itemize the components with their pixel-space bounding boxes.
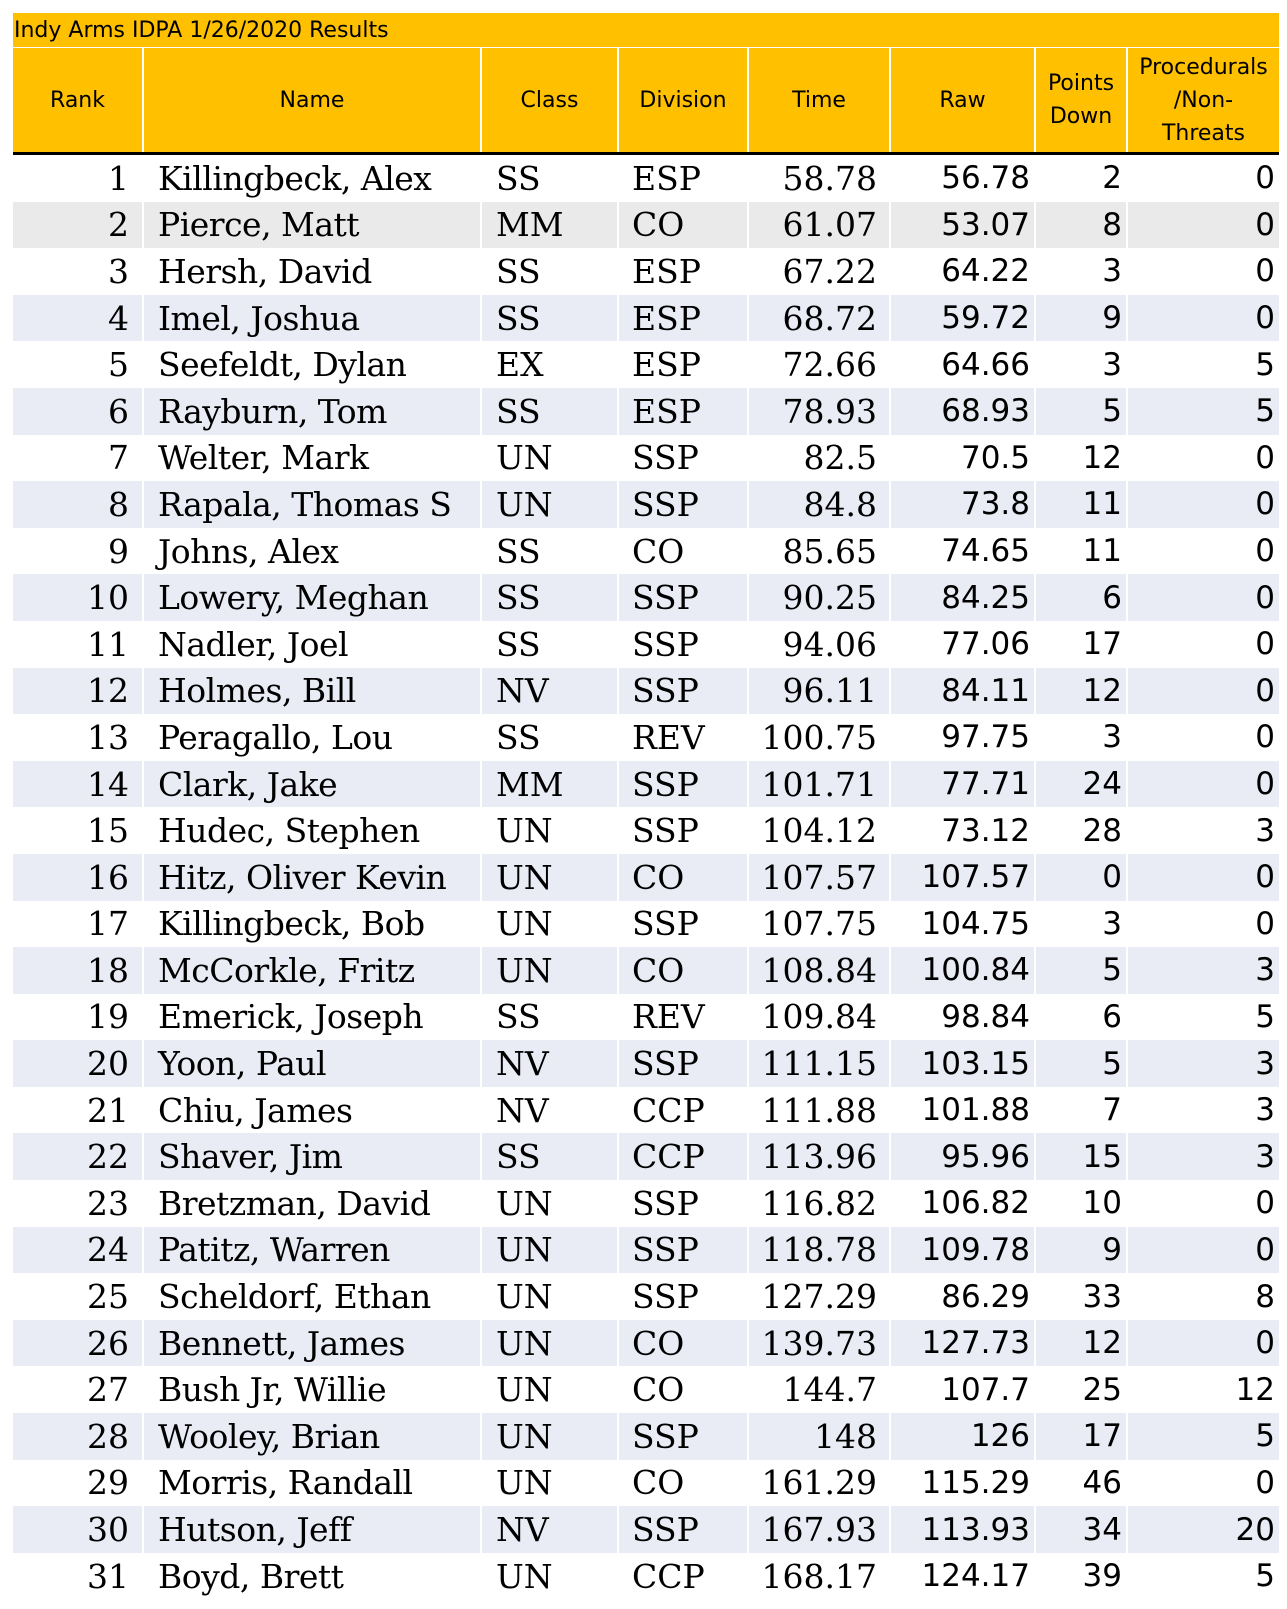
cell-raw[interactable]: 115.29 [891, 1460, 1036, 1507]
cell-division[interactable]: CO [619, 1460, 749, 1507]
table-row[interactable] [13, 1553, 1279, 1600]
cell-name[interactable]: Yoon, Paul [144, 1040, 482, 1087]
cell-name[interactable]: Hitz, Oliver Kevin [144, 854, 482, 901]
cell-name[interactable]: Hersh, David [144, 248, 482, 295]
table-row[interactable] [13, 994, 1279, 1041]
cell-rank[interactable]: 26 [13, 1320, 144, 1367]
cell-class[interactable]: MM [482, 761, 619, 808]
sheet-title: Indy Arms IDPA 1/26/2020 Results [13, 13, 1279, 48]
cell-class[interactable]: NV [482, 668, 619, 715]
cell-class[interactable]: SS [482, 528, 619, 575]
cell-points-down[interactable]: 3 [1036, 714, 1128, 761]
table-row[interactable] [13, 854, 1279, 901]
cell-procedurals[interactable]: 3 [1255, 1092, 1275, 1129]
cell-name[interactable]: McCorkle, Fritz [144, 947, 482, 994]
cell-name[interactable]: Imel, Joshua [144, 295, 482, 342]
cell-raw[interactable]: 126 [891, 1413, 1036, 1460]
cell-rank[interactable]: 10 [13, 574, 144, 621]
cell-time[interactable]: 82.5 [749, 435, 891, 482]
table-row[interactable] [13, 1460, 1279, 1507]
cell-points-down[interactable]: 6 [1036, 574, 1128, 621]
cell-procedurals[interactable]: 3 [1255, 1045, 1275, 1082]
table-row[interactable] [13, 1320, 1279, 1367]
cell-time[interactable]: 127.29 [749, 1273, 891, 1320]
cell-raw[interactable]: 97.75 [891, 714, 1036, 761]
cell-name[interactable]: Patitz, Warren [144, 1227, 482, 1274]
cell-points-down[interactable]: 12 [1036, 668, 1128, 715]
cell-class[interactable]: UN [482, 1553, 619, 1600]
cell-points-down[interactable]: 0 [1036, 854, 1128, 901]
cell-points-down[interactable]: 34 [1036, 1506, 1128, 1553]
table-row[interactable] [13, 388, 1279, 435]
cell-division[interactable]: SSP [619, 807, 749, 854]
cell-class[interactable]: UN [482, 1320, 619, 1367]
header-rank[interactable]: Rank [13, 48, 144, 152]
cell-procedurals[interactable]: 0 [1255, 579, 1275, 616]
cell-time[interactable]: 116.82 [749, 1180, 891, 1227]
table-row[interactable] [13, 1366, 1279, 1413]
cell-class[interactable]: SS [482, 155, 619, 202]
cell-time[interactable]: 168.17 [749, 1553, 891, 1600]
cell-class[interactable]: SS [482, 574, 619, 621]
table-row[interactable] [13, 668, 1279, 715]
cell-time[interactable]: 68.72 [749, 295, 891, 342]
cell-procedurals[interactable]: 0 [1255, 300, 1275, 337]
header-raw[interactable]: Raw [891, 48, 1036, 152]
cell-points-down[interactable]: 11 [1036, 528, 1128, 575]
cell-raw[interactable]: 95.96 [891, 1133, 1036, 1180]
cell-division[interactable]: CO [619, 854, 749, 901]
cell-name[interactable]: Clark, Jake [144, 761, 482, 808]
cell-procedurals[interactable]: 0 [1255, 160, 1275, 197]
cell-name[interactable]: Welter, Mark [144, 435, 482, 482]
cell-procedurals[interactable]: 0 [1255, 905, 1275, 942]
cell-class[interactable]: SS [482, 714, 619, 761]
cell-procedurals[interactable]: 5 [1255, 1558, 1275, 1595]
cell-procedurals[interactable]: 3 [1255, 952, 1275, 989]
table-row[interactable] [13, 621, 1279, 668]
cell-time[interactable]: 167.93 [749, 1506, 891, 1553]
cell-class[interactable]: EX [482, 341, 619, 388]
cell-name[interactable]: Bush Jr, Willie [144, 1366, 482, 1413]
cell-name[interactable]: Morris, Randall [144, 1460, 482, 1507]
cell-points-down[interactable]: 9 [1036, 1227, 1128, 1274]
cell-class[interactable]: UN [482, 1180, 619, 1227]
cell-time[interactable]: 101.71 [749, 761, 891, 808]
cell-time[interactable]: 100.75 [749, 714, 891, 761]
cell-rank[interactable]: 16 [13, 854, 144, 901]
cell-name[interactable]: Emerick, Joseph [144, 994, 482, 1041]
cell-procedurals[interactable]: 5 [1255, 998, 1275, 1035]
cell-raw[interactable]: 56.78 [891, 155, 1036, 202]
cell-time[interactable]: 108.84 [749, 947, 891, 994]
cell-raw[interactable]: 98.84 [891, 994, 1036, 1041]
cell-procedurals[interactable]: 0 [1255, 1464, 1275, 1501]
cell-time[interactable]: 90.25 [749, 574, 891, 621]
cell-name[interactable]: Shaver, Jim [144, 1133, 482, 1180]
cell-points-down[interactable]: 6 [1036, 994, 1128, 1041]
cell-raw[interactable]: 104.75 [891, 901, 1036, 948]
cell-points-down[interactable]: 5 [1036, 947, 1128, 994]
cell-rank[interactable]: 15 [13, 807, 144, 854]
cell-time[interactable]: 118.78 [749, 1227, 891, 1274]
cell-rank[interactable]: 2 [13, 202, 144, 249]
table-row[interactable] [13, 295, 1279, 342]
cell-rank[interactable]: 3 [13, 248, 144, 295]
table-row[interactable] [13, 1413, 1279, 1460]
cell-class[interactable]: SS [482, 248, 619, 295]
cell-points-down[interactable]: 24 [1036, 761, 1128, 808]
cell-raw[interactable]: 127.73 [891, 1320, 1036, 1367]
cell-raw[interactable]: 100.84 [891, 947, 1036, 994]
cell-points-down[interactable]: 8 [1036, 202, 1128, 249]
cell-time[interactable]: 94.06 [749, 621, 891, 668]
cell-raw[interactable]: 68.93 [891, 388, 1036, 435]
cell-time[interactable]: 61.07 [749, 202, 891, 249]
cell-class[interactable]: MM [482, 202, 619, 249]
table-row[interactable] [13, 528, 1279, 575]
cell-rank[interactable]: 30 [13, 1506, 144, 1553]
table-row[interactable] [13, 248, 1279, 295]
cell-time[interactable]: 107.57 [749, 854, 891, 901]
cell-rank[interactable]: 24 [13, 1227, 144, 1274]
cell-class[interactable]: SS [482, 295, 619, 342]
cell-division[interactable]: SSP [619, 1227, 749, 1274]
table-row[interactable] [13, 202, 1279, 249]
cell-class[interactable]: UN [482, 481, 619, 528]
cell-raw[interactable]: 103.15 [891, 1040, 1036, 1087]
cell-points-down[interactable]: 5 [1036, 1040, 1128, 1087]
cell-name[interactable]: Chiu, James [144, 1087, 482, 1134]
table-row[interactable] [13, 1506, 1279, 1553]
cell-raw[interactable]: 101.88 [891, 1087, 1036, 1134]
cell-procedurals[interactable]: 0 [1255, 439, 1275, 476]
cell-division[interactable]: ESP [619, 248, 749, 295]
cell-rank[interactable]: 22 [13, 1133, 144, 1180]
cell-division[interactable]: SSP [619, 1506, 749, 1553]
cell-procedurals[interactable]: 3 [1255, 812, 1275, 849]
header-name[interactable]: Name [144, 48, 482, 152]
cell-division[interactable]: CO [619, 202, 749, 249]
cell-class[interactable]: UN [482, 1227, 619, 1274]
cell-name[interactable]: Lowery, Meghan [144, 574, 482, 621]
table-row[interactable] [13, 155, 1279, 202]
cell-name[interactable]: Pierce, Matt [144, 202, 482, 249]
cell-raw[interactable]: 113.93 [891, 1506, 1036, 1553]
cell-raw[interactable]: 106.82 [891, 1180, 1036, 1227]
cell-division[interactable]: SSP [619, 761, 749, 808]
cell-division[interactable]: SSP [619, 481, 749, 528]
cell-points-down[interactable]: 11 [1036, 481, 1128, 528]
cell-raw[interactable]: 73.8 [891, 481, 1036, 528]
cell-points-down[interactable]: 28 [1036, 807, 1128, 854]
cell-raw[interactable]: 74.65 [891, 528, 1036, 575]
cell-procedurals[interactable]: 0 [1255, 719, 1275, 756]
table-row[interactable] [13, 481, 1279, 528]
cell-time[interactable]: 96.11 [749, 668, 891, 715]
cell-raw[interactable]: 124.17 [891, 1553, 1036, 1600]
cell-points-down[interactable]: 5 [1036, 388, 1128, 435]
cell-division[interactable]: CO [619, 1320, 749, 1367]
cell-raw[interactable]: 86.29 [891, 1273, 1036, 1320]
table-row[interactable] [13, 901, 1279, 948]
cell-procedurals[interactable]: 0 [1255, 859, 1275, 896]
cell-rank[interactable]: 14 [13, 761, 144, 808]
cell-name[interactable]: Hutson, Jeff [144, 1506, 482, 1553]
cell-class[interactable]: SS [482, 388, 619, 435]
table-row[interactable] [13, 574, 1279, 621]
cell-rank[interactable]: 9 [13, 528, 144, 575]
cell-rank[interactable]: 17 [13, 901, 144, 948]
cell-division[interactable]: ESP [619, 295, 749, 342]
cell-division[interactable]: REV [619, 994, 749, 1041]
cell-name[interactable]: Bretzman, David [144, 1180, 482, 1227]
cell-raw[interactable]: 84.25 [891, 574, 1036, 621]
cell-division[interactable]: SSP [619, 1040, 749, 1087]
cell-time[interactable]: 84.8 [749, 481, 891, 528]
table-row[interactable] [13, 1273, 1279, 1320]
table-row[interactable] [13, 1180, 1279, 1227]
cell-name[interactable]: Nadler, Joel [144, 621, 482, 668]
cell-division[interactable]: CO [619, 1366, 749, 1413]
cell-time[interactable]: 107.75 [749, 901, 891, 948]
cell-points-down[interactable]: 17 [1036, 1413, 1128, 1460]
table-row[interactable] [13, 714, 1279, 761]
cell-time[interactable]: 72.66 [749, 341, 891, 388]
cell-time[interactable]: 148 [749, 1413, 891, 1460]
cell-rank[interactable]: 19 [13, 994, 144, 1041]
cell-points-down[interactable]: 2 [1036, 155, 1128, 202]
cell-class[interactable]: SS [482, 621, 619, 668]
table-row[interactable] [13, 947, 1279, 994]
header-class[interactable]: Class [482, 48, 619, 152]
cell-raw[interactable]: 64.66 [891, 341, 1036, 388]
cell-time[interactable]: 161.29 [749, 1460, 891, 1507]
cell-division[interactable]: SSP [619, 668, 749, 715]
cell-division[interactable]: SSP [619, 901, 749, 948]
cell-name[interactable]: Seefeldt, Dylan [144, 341, 482, 388]
cell-division[interactable]: REV [619, 714, 749, 761]
table-row[interactable] [13, 1227, 1279, 1274]
table-row[interactable] [13, 761, 1279, 808]
cell-raw[interactable]: 77.71 [891, 761, 1036, 808]
cell-raw[interactable]: 70.5 [891, 435, 1036, 482]
cell-division[interactable]: ESP [619, 341, 749, 388]
cell-division[interactable]: SSP [619, 621, 749, 668]
cell-class[interactable]: UN [482, 947, 619, 994]
cell-class[interactable]: UN [482, 1413, 619, 1460]
cell-rank[interactable]: 13 [13, 714, 144, 761]
cell-procedurals[interactable]: 0 [1255, 533, 1275, 570]
cell-class[interactable]: UN [482, 435, 619, 482]
cell-class[interactable]: SS [482, 994, 619, 1041]
cell-points-down[interactable]: 12 [1036, 1320, 1128, 1367]
cell-raw[interactable]: 73.12 [891, 807, 1036, 854]
cell-division[interactable]: CCP [619, 1087, 749, 1134]
cell-division[interactable]: CO [619, 947, 749, 994]
cell-name[interactable]: Peragallo, Lou [144, 714, 482, 761]
cell-name[interactable]: Boyd, Brett [144, 1553, 482, 1600]
cell-raw[interactable]: 84.11 [891, 668, 1036, 715]
header-procedurals[interactable]: Procedurals /Non- Threats [1139, 54, 1268, 146]
cell-points-down[interactable]: 33 [1036, 1273, 1128, 1320]
cell-procedurals[interactable]: 0 [1255, 626, 1275, 663]
header-time[interactable]: Time [749, 48, 891, 152]
cell-name[interactable]: Hudec, Stephen [144, 807, 482, 854]
cell-class[interactable]: UN [482, 807, 619, 854]
cell-rank[interactable]: 12 [13, 668, 144, 715]
cell-points-down[interactable]: 15 [1036, 1133, 1128, 1180]
cell-division[interactable]: SSP [619, 1273, 749, 1320]
cell-procedurals[interactable]: 0 [1255, 1325, 1275, 1362]
table-row[interactable] [13, 1087, 1279, 1134]
cell-rank[interactable]: 7 [13, 435, 144, 482]
cell-points-down[interactable]: 46 [1036, 1460, 1128, 1507]
results-table-body [13, 155, 1279, 1599]
cell-division[interactable]: SSP [619, 1413, 749, 1460]
cell-name[interactable]: Holmes, Bill [144, 668, 482, 715]
cell-rank[interactable]: 11 [13, 621, 144, 668]
cell-time[interactable]: 104.12 [749, 807, 891, 854]
cell-rank[interactable]: 5 [13, 341, 144, 388]
cell-class[interactable]: UN [482, 1460, 619, 1507]
cell-rank[interactable]: 1 [13, 155, 144, 202]
cell-points-down[interactable]: 3 [1036, 901, 1128, 948]
cell-rank[interactable]: 25 [13, 1273, 144, 1320]
cell-time[interactable]: 111.15 [749, 1040, 891, 1087]
cell-class[interactable]: NV [482, 1087, 619, 1134]
cell-time[interactable]: 113.96 [749, 1133, 891, 1180]
cell-time[interactable]: 139.73 [749, 1320, 891, 1367]
cell-procedurals[interactable]: 0 [1255, 766, 1275, 803]
cell-procedurals[interactable]: 0 [1255, 1231, 1275, 1268]
header-row [13, 48, 1279, 155]
cell-rank[interactable]: 18 [13, 947, 144, 994]
cell-name[interactable]: Scheldorf, Ethan [144, 1273, 482, 1320]
cell-procedurals[interactable]: 0 [1255, 206, 1275, 243]
cell-raw[interactable]: 53.07 [891, 202, 1036, 249]
cell-raw[interactable]: 59.72 [891, 295, 1036, 342]
cell-time[interactable]: 58.78 [749, 155, 891, 202]
cell-procedurals[interactable]: 3 [1255, 1138, 1275, 1175]
cell-points-down[interactable]: 9 [1036, 295, 1128, 342]
cell-rank[interactable]: 31 [13, 1553, 144, 1600]
cell-class[interactable]: NV [482, 1040, 619, 1087]
table-row[interactable] [13, 807, 1279, 854]
cell-name[interactable]: Wooley, Brian [144, 1413, 482, 1460]
cell-division[interactable]: ESP [619, 155, 749, 202]
cell-points-down[interactable]: 3 [1036, 248, 1128, 295]
cell-procedurals[interactable]: 0 [1255, 672, 1275, 709]
cell-class[interactable]: NV [482, 1506, 619, 1553]
cell-rank[interactable]: 29 [13, 1460, 144, 1507]
cell-name[interactable]: Killingbeck, Bob [144, 901, 482, 948]
cell-class[interactable]: SS [482, 1133, 619, 1180]
header-division[interactable]: Division [619, 48, 749, 152]
cell-time[interactable]: 109.84 [749, 994, 891, 1041]
cell-time[interactable]: 111.88 [749, 1087, 891, 1134]
cell-time[interactable]: 67.22 [749, 248, 891, 295]
cell-points-down[interactable]: 25 [1036, 1366, 1128, 1413]
cell-division[interactable]: SSP [619, 435, 749, 482]
cell-points-down[interactable]: 12 [1036, 435, 1128, 482]
cell-raw[interactable]: 77.06 [891, 621, 1036, 668]
cell-rank[interactable]: 4 [13, 295, 144, 342]
cell-name[interactable]: Rapala, Thomas S [144, 481, 482, 528]
cell-rank[interactable]: 20 [13, 1040, 144, 1087]
cell-procedurals[interactable]: 0 [1255, 486, 1275, 523]
cell-points-down[interactable]: 3 [1036, 341, 1128, 388]
cell-name[interactable]: Bennett, James [144, 1320, 482, 1367]
table-row[interactable] [13, 435, 1279, 482]
cell-procedurals[interactable]: 5 [1255, 1418, 1275, 1455]
cell-division[interactable]: CO [619, 528, 749, 575]
cell-rank[interactable]: 6 [13, 388, 144, 435]
cell-raw[interactable]: 109.78 [891, 1227, 1036, 1274]
cell-name[interactable]: Killingbeck, Alex [144, 155, 482, 202]
cell-time[interactable]: 85.65 [749, 528, 891, 575]
table-row[interactable] [13, 1040, 1279, 1087]
cell-raw[interactable]: 64.22 [891, 248, 1036, 295]
cell-name[interactable]: Johns, Alex [144, 528, 482, 575]
cell-division[interactable]: CCP [619, 1133, 749, 1180]
cell-points-down[interactable]: 7 [1036, 1087, 1128, 1134]
cell-class[interactable]: UN [482, 901, 619, 948]
cell-procedurals[interactable]: 20 [1235, 1511, 1275, 1548]
cell-rank[interactable]: 21 [13, 1087, 144, 1134]
cell-rank[interactable]: 28 [13, 1413, 144, 1460]
cell-points-down[interactable]: 39 [1036, 1553, 1128, 1600]
cell-division[interactable]: SSP [619, 1180, 749, 1227]
cell-raw[interactable]: 107.57 [891, 854, 1036, 901]
cell-points-down[interactable]: 17 [1036, 621, 1128, 668]
cell-procedurals[interactable]: 5 [1255, 393, 1275, 430]
cell-procedurals[interactable]: 5 [1255, 346, 1275, 383]
cell-procedurals[interactable]: 8 [1255, 1278, 1275, 1315]
cell-points-down[interactable]: 10 [1036, 1180, 1128, 1227]
cell-raw[interactable]: 107.7 [891, 1366, 1036, 1413]
cell-class[interactable]: UN [482, 1273, 619, 1320]
cell-class[interactable]: UN [482, 1366, 619, 1413]
cell-rank[interactable]: 27 [13, 1366, 144, 1413]
cell-division[interactable]: CCP [619, 1553, 749, 1600]
cell-class[interactable]: UN [482, 854, 619, 901]
cell-division[interactable]: ESP [619, 388, 749, 435]
results-sheet [13, 13, 1279, 1599]
cell-procedurals[interactable]: 0 [1255, 253, 1275, 290]
table-row[interactable] [13, 1133, 1279, 1180]
header-points-down[interactable]: Points Down [1036, 48, 1128, 152]
cell-time[interactable]: 78.93 [749, 388, 891, 435]
cell-division[interactable]: SSP [619, 574, 749, 621]
table-row[interactable] [13, 341, 1279, 388]
cell-time[interactable]: 144.7 [749, 1366, 891, 1413]
cell-name[interactable]: Rayburn, Tom [144, 388, 482, 435]
cell-procedurals[interactable]: 12 [1235, 1371, 1275, 1408]
cell-rank[interactable]: 23 [13, 1180, 144, 1227]
cell-rank[interactable]: 8 [13, 481, 144, 528]
cell-procedurals[interactable]: 0 [1255, 1185, 1275, 1222]
